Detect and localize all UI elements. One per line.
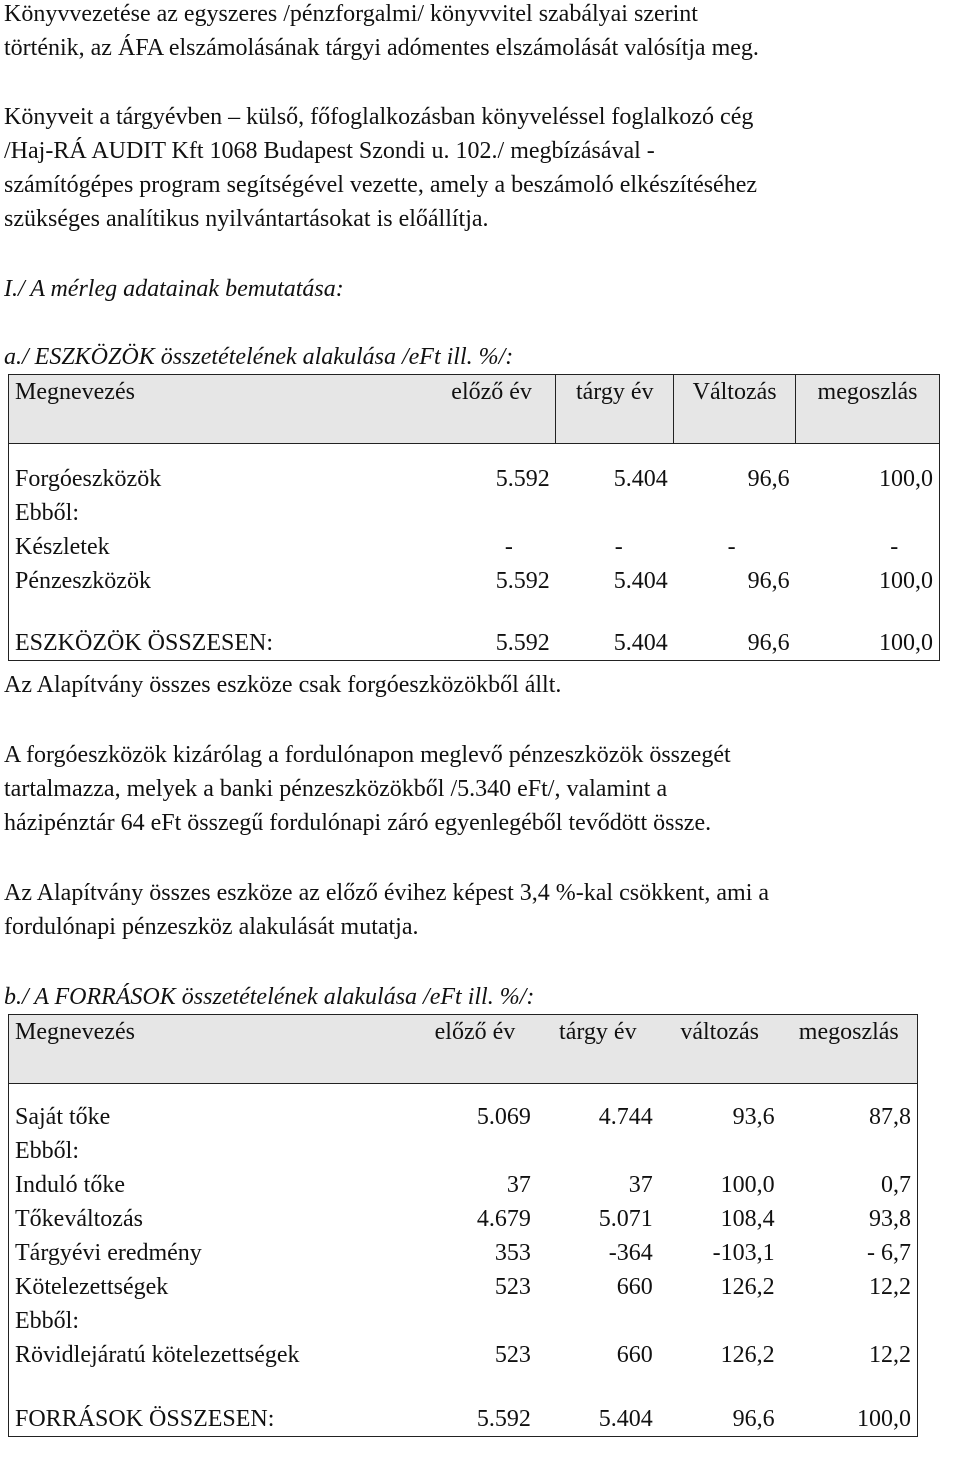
- intro-line-5: számítógépes program segítségével vezette, amely a beszámoló elkészítéséhez: [4, 172, 758, 198]
- table-row: Induló tőke 37 37 100,0 0,7: [9, 1168, 918, 1202]
- assets-header-row: [9, 375, 940, 444]
- intro-line-3: Könyveit a tárgyévben – külső, főfoglalkozásban könyveléssel foglalkozó cég: [4, 104, 754, 130]
- table-row: Forgóeszközök 5.592 5.404 96,6 100,0: [9, 462, 940, 496]
- table-row: Tőkeváltozás 4.679 5.071 108,4 93,8: [9, 1202, 918, 1236]
- col-header-name: Megnevezés: [9, 1015, 414, 1084]
- assets-note: Az Alapítvány összes eszköze csak forgóeszközökből állt.: [4, 672, 562, 698]
- table-row: Pénzeszközök 5.592 5.404 96,6 100,0: [9, 564, 940, 598]
- intro-line-2: történik, az ÁFA elszámolásának tárgyi adómentes elszámolását valósítja meg.: [4, 35, 759, 61]
- table-row: Ebből:: [9, 1134, 918, 1168]
- assets-table-title: a./ ESZKÖZÖK összetételének alakulása /eFt ill. %/:: [4, 344, 514, 370]
- col-header-name: Megnevezés: [9, 375, 428, 444]
- sources-table: [8, 1014, 918, 1437]
- para2-line-1: A forgóeszközök kizárólag a fordulónapon meglevő pénzeszközök összegét: [4, 742, 731, 768]
- col-header-current-year: tárgy év: [556, 375, 674, 444]
- section-title: I./ A mérleg adatainak bemutatása:: [4, 276, 344, 302]
- col-header-prev-year: előző év: [413, 1015, 537, 1084]
- sources-table-title: b./ A FORRÁSOK összetételének alakulása /eFt ill. %/:: [4, 984, 535, 1010]
- table-row: Ebből:: [9, 496, 940, 530]
- col-header-share: megoszlás: [796, 375, 940, 444]
- table-row: Rövidlejáratú kötelezettségek 523 660 126,2 12,2: [9, 1338, 918, 1372]
- intro-line-4: /Haj-RÁ AUDIT Kft 1068 Budapest Szondi u. 102./ megbízásával -: [4, 138, 655, 164]
- table-row: Kötelezettségek 523 660 126,2 12,2: [9, 1270, 918, 1304]
- para2-line-2: tartalmazza, melyek a banki pénzeszközökből /5.340 eFt/, valamint a: [4, 776, 668, 802]
- col-header-prev-year: előző év: [428, 375, 556, 444]
- table-row: Tárgyévi eredmény 353 -364 -103,1 - 6,7: [9, 1236, 918, 1270]
- intro-line-6: szükséges analítikus nyilvántartásokat is előállítja.: [4, 206, 489, 232]
- assets-table: [8, 374, 940, 661]
- col-header-change: Változás: [674, 375, 796, 444]
- col-header-share: megoszlás: [781, 1015, 918, 1084]
- sources-total-row: FORRÁSOK ÖSSZESEN: 5.592 5.404 96,6 100,0: [9, 1402, 918, 1437]
- table-row: Ebből:: [9, 1304, 918, 1338]
- assets-total-row: ESZKÖZÖK ÖSSZESEN: 5.592 5.404 96,6 100,0: [9, 626, 940, 661]
- table-row: Saját tőke 5.069 4.744 93,6 87,8: [9, 1100, 918, 1134]
- para3-line-1: Az Alapítvány összes eszköze az előző évihez képest 3,4 %-kal csökkent, ami a: [4, 880, 770, 906]
- para2-line-3: házipénztár 64 eFt összegű fordulónapi záró egyenlegéből tevődött össze.: [4, 810, 712, 836]
- para3-line-2: fordulónapi pénzeszköz alakulását mutatja.: [4, 914, 419, 940]
- sources-header-row: [9, 1015, 918, 1084]
- table-row: Készletek - - - -: [9, 530, 940, 564]
- col-header-change: változás: [659, 1015, 781, 1084]
- col-header-current-year: tárgy év: [537, 1015, 659, 1084]
- intro-line-1: Könyvvezetése az egyszeres /pénzforgalmi/ könyvvitel szabályai szerint: [4, 1, 698, 27]
